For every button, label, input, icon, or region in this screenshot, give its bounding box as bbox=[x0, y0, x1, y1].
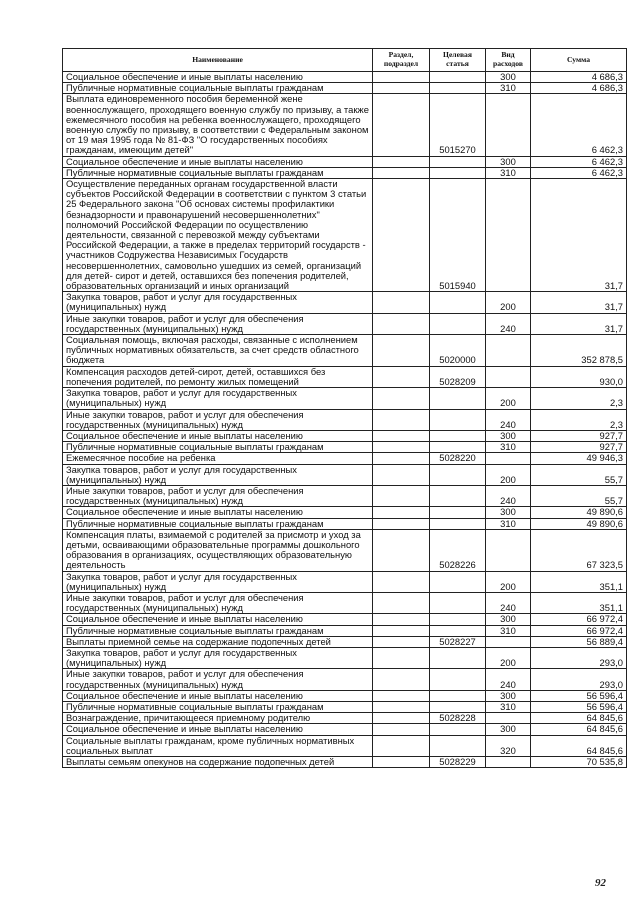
row-target-article-cell bbox=[430, 485, 486, 506]
row-section-cell bbox=[373, 647, 430, 668]
row-section-cell bbox=[373, 366, 430, 387]
row-target-article-cell: 5028227 bbox=[430, 636, 486, 647]
row-expense-type-cell bbox=[486, 529, 531, 571]
row-sum-cell: 351,1 bbox=[531, 571, 627, 592]
row-name-cell: Социальное обеспечение и иные выплаты населению bbox=[63, 72, 373, 83]
table-row bbox=[63, 167, 627, 178]
table-row bbox=[63, 713, 627, 724]
row-name-cell: Публичные нормативные социальные выплаты гражданам bbox=[63, 625, 373, 636]
row-name-cell: Социальное обеспечение и иные выплаты населению bbox=[63, 430, 373, 441]
row-sum-cell: 6 462,3 bbox=[531, 167, 627, 178]
row-target-article-cell bbox=[430, 669, 486, 690]
row-sum-cell: 4 686,3 bbox=[531, 72, 627, 83]
row-target-article-cell bbox=[430, 167, 486, 178]
row-section-cell bbox=[373, 636, 430, 647]
header-section: Раздел, подраздел bbox=[373, 49, 430, 72]
row-target-article-cell bbox=[430, 409, 486, 430]
row-sum-cell: 67 323,5 bbox=[531, 529, 627, 571]
row-section-cell bbox=[373, 167, 430, 178]
row-target-article-cell bbox=[430, 690, 486, 701]
row-section-cell bbox=[373, 614, 430, 625]
row-sum-cell: 293,0 bbox=[531, 669, 627, 690]
table-row bbox=[63, 453, 627, 464]
row-name-cell: Закупка товаров, работ и услуг для государственных (муниципальных) нужд bbox=[63, 464, 373, 485]
row-expense-type-cell: 310 bbox=[486, 442, 531, 453]
row-target-article-cell bbox=[430, 625, 486, 636]
row-sum-cell: 55,7 bbox=[531, 485, 627, 506]
row-expense-type-cell: 240 bbox=[486, 669, 531, 690]
row-sum-cell: 352 878,5 bbox=[531, 335, 627, 367]
row-sum-cell: 927,7 bbox=[531, 442, 627, 453]
row-section-cell bbox=[373, 156, 430, 167]
table-row bbox=[63, 464, 627, 485]
table-row bbox=[63, 485, 627, 506]
row-expense-type-cell: 300 bbox=[486, 724, 531, 735]
row-section-cell bbox=[373, 571, 430, 592]
row-sum-cell: 31,7 bbox=[531, 313, 627, 334]
table-body bbox=[63, 72, 627, 768]
row-name-cell: Публичные нормативные социальные выплаты гражданам bbox=[63, 442, 373, 453]
row-name-cell: Осуществление переданных органам государственной власти субъектов Российской Федерации в соответствии с пунктом 3 статьи 25 Федерального закона "Об основах системы профилактики безнадзорности и правонарушений несовершеннолетних" полномочий Российской Федерации по осуществлению деятельности, связанной с перевозкой между субъектами Российской Федерации, а также в пределах территорий государств - участников Содружества Независимых Государств несовершеннолетних, самовольно ушедших из семей, организаций для детей- сирот и детей, оставшихся без попечения родителей, образовательных организаций и иных организаций bbox=[63, 179, 373, 292]
row-name-cell: Социальная помощь, включая расходы, связанные с исполнением публичных нормативных обязательств, за счет средств областного бюджета bbox=[63, 335, 373, 367]
row-expense-type-cell: 300 bbox=[486, 690, 531, 701]
row-expense-type-cell: 310 bbox=[486, 701, 531, 712]
row-target-article-cell bbox=[430, 701, 486, 712]
row-sum-cell: 64 845,6 bbox=[531, 724, 627, 735]
row-target-article-cell bbox=[430, 592, 486, 613]
row-section-cell bbox=[373, 72, 430, 83]
row-target-article-cell bbox=[430, 83, 486, 94]
row-expense-type-cell: 300 bbox=[486, 430, 531, 441]
row-section-cell bbox=[373, 388, 430, 409]
row-name-cell: Иные закупки товаров, работ и услуг для обеспечения государственных (муниципальных) нужд bbox=[63, 592, 373, 613]
row-sum-cell: 56 596,4 bbox=[531, 690, 627, 701]
row-sum-cell: 293,0 bbox=[531, 647, 627, 668]
row-name-cell: Публичные нормативные социальные выплаты гражданам bbox=[63, 167, 373, 178]
row-sum-cell: 2,3 bbox=[531, 388, 627, 409]
row-target-article-cell bbox=[430, 156, 486, 167]
row-name-cell: Выплаты семьям опекунов на содержание подопечных детей bbox=[63, 757, 373, 768]
row-expense-type-cell: 310 bbox=[486, 518, 531, 529]
budget-table bbox=[62, 48, 627, 768]
row-expense-type-cell bbox=[486, 366, 531, 387]
row-sum-cell: 66 972,4 bbox=[531, 614, 627, 625]
row-expense-type-cell bbox=[486, 713, 531, 724]
table-row bbox=[63, 388, 627, 409]
row-target-article-cell bbox=[430, 507, 486, 518]
table-row bbox=[63, 518, 627, 529]
row-section-cell bbox=[373, 669, 430, 690]
row-expense-type-cell: 200 bbox=[486, 647, 531, 668]
row-expense-type-cell: 200 bbox=[486, 571, 531, 592]
table-row bbox=[63, 701, 627, 712]
row-section-cell bbox=[373, 464, 430, 485]
table-row bbox=[63, 507, 627, 518]
row-target-article-cell: 5028226 bbox=[430, 529, 486, 571]
row-expense-type-cell: 240 bbox=[486, 409, 531, 430]
row-section-cell bbox=[373, 292, 430, 313]
row-target-article-cell: 5028209 bbox=[430, 366, 486, 387]
table-row bbox=[63, 313, 627, 334]
row-sum-cell: 4 686,3 bbox=[531, 83, 627, 94]
row-name-cell: Компенсация платы, взимаемой с родителей за присмотр и уход за детьми, осваивающими образовательные программы дошкольного образования в организациях, осуществляющих образовательную деятельность bbox=[63, 529, 373, 571]
row-target-article-cell bbox=[430, 313, 486, 334]
row-sum-cell: 930,0 bbox=[531, 366, 627, 387]
row-name-cell: Иные закупки товаров, работ и услуг для обеспечения государственных (муниципальных) нужд bbox=[63, 313, 373, 334]
table-row bbox=[63, 636, 627, 647]
table-row bbox=[63, 94, 627, 156]
row-name-cell: Социальные выплаты гражданам, кроме публичных нормативных социальных выплат bbox=[63, 735, 373, 756]
table-row bbox=[63, 179, 627, 292]
table-row bbox=[63, 735, 627, 756]
row-sum-cell: 6 462,3 bbox=[531, 156, 627, 167]
table-row bbox=[63, 757, 627, 768]
row-sum-cell: 927,7 bbox=[531, 430, 627, 441]
header-expense-type: Вид расходов bbox=[486, 49, 531, 72]
row-target-article-cell: 5028220 bbox=[430, 453, 486, 464]
row-section-cell bbox=[373, 409, 430, 430]
row-target-article-cell bbox=[430, 464, 486, 485]
row-target-article-cell bbox=[430, 724, 486, 735]
row-target-article-cell: 5020000 bbox=[430, 335, 486, 367]
header-target-article: Целевая статья bbox=[430, 49, 486, 72]
row-name-cell: Ежемесячное пособие на ребенка bbox=[63, 453, 373, 464]
row-expense-type-cell: 310 bbox=[486, 83, 531, 94]
row-sum-cell: 56 596,4 bbox=[531, 701, 627, 712]
row-sum-cell: 31,7 bbox=[531, 292, 627, 313]
row-section-cell bbox=[373, 430, 430, 441]
row-name-cell: Закупка товаров, работ и услуг для государственных (муниципальных) нужд bbox=[63, 571, 373, 592]
row-expense-type-cell bbox=[486, 94, 531, 156]
row-name-cell: Компенсация расходов детей-сирот, детей, оставшихся без попечения родителей, по ремонту жилых помещений bbox=[63, 366, 373, 387]
table-row bbox=[63, 430, 627, 441]
row-name-cell: Закупка товаров, работ и услуг для государственных (муниципальных) нужд bbox=[63, 647, 373, 668]
row-section-cell bbox=[373, 83, 430, 94]
row-section-cell bbox=[373, 529, 430, 571]
row-section-cell bbox=[373, 94, 430, 156]
row-expense-type-cell: 300 bbox=[486, 72, 531, 83]
row-section-cell bbox=[373, 179, 430, 292]
table-row bbox=[63, 529, 627, 571]
row-sum-cell: 351,1 bbox=[531, 592, 627, 613]
table-row bbox=[63, 625, 627, 636]
row-target-article-cell bbox=[430, 292, 486, 313]
table-row bbox=[63, 335, 627, 367]
page-number: 92 bbox=[595, 877, 606, 889]
row-name-cell: Иные закупки товаров, работ и услуг для обеспечения государственных (муниципальных) нужд bbox=[63, 669, 373, 690]
row-sum-cell: 64 845,6 bbox=[531, 735, 627, 756]
row-expense-type-cell: 240 bbox=[486, 313, 531, 334]
row-expense-type-cell bbox=[486, 636, 531, 647]
row-section-cell bbox=[373, 335, 430, 367]
row-target-article-cell bbox=[430, 647, 486, 668]
row-name-cell: Социальное обеспечение и иные выплаты населению bbox=[63, 507, 373, 518]
row-target-article-cell bbox=[430, 388, 486, 409]
row-name-cell: Иные закупки товаров, работ и услуг для обеспечения государственных (муниципальных) нужд bbox=[63, 485, 373, 506]
header-sum: Сумма bbox=[531, 49, 627, 72]
row-expense-type-cell: 300 bbox=[486, 507, 531, 518]
row-target-article-cell bbox=[430, 735, 486, 756]
row-sum-cell: 56 889,4 bbox=[531, 636, 627, 647]
row-target-article-cell bbox=[430, 442, 486, 453]
row-expense-type-cell: 300 bbox=[486, 156, 531, 167]
row-sum-cell: 55,7 bbox=[531, 464, 627, 485]
table-row bbox=[63, 592, 627, 613]
row-target-article-cell bbox=[430, 72, 486, 83]
table-row bbox=[63, 647, 627, 668]
row-sum-cell: 66 972,4 bbox=[531, 625, 627, 636]
row-name-cell: Выплата единовременного пособия беременной жене военнослужащего, проходящего военную службу по призыву, а также ежемесячного пособия на ребенка военнослужащего, проходящего военную службу по призыву, в соответствии с Федеральным законом от 19 мая 1995 года № 81-ФЗ "О государственных пособиях гражданам, имеющим детей" bbox=[63, 94, 373, 156]
row-section-cell bbox=[373, 453, 430, 464]
table-row bbox=[63, 72, 627, 83]
header-name: Наименование bbox=[63, 49, 373, 72]
row-sum-cell: 2,3 bbox=[531, 409, 627, 430]
row-section-cell bbox=[373, 735, 430, 756]
table-row bbox=[63, 442, 627, 453]
row-expense-type-cell: 320 bbox=[486, 735, 531, 756]
row-target-article-cell bbox=[430, 430, 486, 441]
row-section-cell bbox=[373, 757, 430, 768]
row-sum-cell: 49 890,6 bbox=[531, 507, 627, 518]
row-target-article-cell: 5015270 bbox=[430, 94, 486, 156]
row-section-cell bbox=[373, 724, 430, 735]
row-target-article-cell: 5015940 bbox=[430, 179, 486, 292]
row-expense-type-cell: 200 bbox=[486, 388, 531, 409]
row-target-article-cell bbox=[430, 614, 486, 625]
row-expense-type-cell: 200 bbox=[486, 292, 531, 313]
row-expense-type-cell: 200 bbox=[486, 464, 531, 485]
row-target-article-cell bbox=[430, 571, 486, 592]
row-expense-type-cell bbox=[486, 179, 531, 292]
table-row bbox=[63, 690, 627, 701]
row-sum-cell: 64 845,6 bbox=[531, 713, 627, 724]
row-expense-type-cell bbox=[486, 757, 531, 768]
row-section-cell bbox=[373, 518, 430, 529]
row-section-cell bbox=[373, 713, 430, 724]
table-row bbox=[63, 614, 627, 625]
row-section-cell bbox=[373, 313, 430, 334]
row-sum-cell: 31,7 bbox=[531, 179, 627, 292]
budget-table-sheet bbox=[62, 48, 626, 768]
table-row bbox=[63, 292, 627, 313]
row-section-cell bbox=[373, 701, 430, 712]
row-expense-type-cell bbox=[486, 453, 531, 464]
row-expense-type-cell bbox=[486, 335, 531, 367]
row-section-cell bbox=[373, 592, 430, 613]
row-name-cell: Закупка товаров, работ и услуг для государственных (муниципальных) нужд bbox=[63, 292, 373, 313]
row-section-cell bbox=[373, 485, 430, 506]
row-sum-cell: 49 946,3 bbox=[531, 453, 627, 464]
row-name-cell: Выплаты приемной семье на содержание подопечных детей bbox=[63, 636, 373, 647]
table-row bbox=[63, 409, 627, 430]
row-expense-type-cell: 310 bbox=[486, 625, 531, 636]
row-section-cell bbox=[373, 507, 430, 518]
table-row bbox=[63, 83, 627, 94]
row-sum-cell: 70 535,8 bbox=[531, 757, 627, 768]
row-name-cell: Вознаграждение, причитающееся приемному родителю bbox=[63, 713, 373, 724]
row-target-article-cell bbox=[430, 518, 486, 529]
row-name-cell: Социальное обеспечение и иные выплаты населению bbox=[63, 614, 373, 625]
row-target-article-cell: 5028229 bbox=[430, 757, 486, 768]
row-expense-type-cell: 300 bbox=[486, 614, 531, 625]
row-name-cell: Иные закупки товаров, работ и услуг для обеспечения государственных (муниципальных) нужд bbox=[63, 409, 373, 430]
row-expense-type-cell: 240 bbox=[486, 592, 531, 613]
row-name-cell: Публичные нормативные социальные выплаты гражданам bbox=[63, 83, 373, 94]
row-expense-type-cell: 240 bbox=[486, 485, 531, 506]
row-target-article-cell: 5028228 bbox=[430, 713, 486, 724]
row-section-cell bbox=[373, 625, 430, 636]
row-expense-type-cell: 310 bbox=[486, 167, 531, 178]
row-name-cell: Публичные нормативные социальные выплаты гражданам bbox=[63, 701, 373, 712]
table-row bbox=[63, 724, 627, 735]
row-name-cell: Социальное обеспечение и иные выплаты населению bbox=[63, 156, 373, 167]
row-section-cell bbox=[373, 690, 430, 701]
table-row bbox=[63, 156, 627, 167]
table-row bbox=[63, 669, 627, 690]
table-row bbox=[63, 571, 627, 592]
row-sum-cell: 6 462,3 bbox=[531, 94, 627, 156]
row-name-cell: Социальное обеспечение и иные выплаты населению bbox=[63, 724, 373, 735]
table-header-row bbox=[63, 49, 627, 72]
row-sum-cell: 49 890,6 bbox=[531, 518, 627, 529]
table-row bbox=[63, 366, 627, 387]
row-section-cell bbox=[373, 442, 430, 453]
row-name-cell: Закупка товаров, работ и услуг для государственных (муниципальных) нужд bbox=[63, 388, 373, 409]
row-name-cell: Публичные нормативные социальные выплаты гражданам bbox=[63, 518, 373, 529]
row-name-cell: Социальное обеспечение и иные выплаты населению bbox=[63, 690, 373, 701]
